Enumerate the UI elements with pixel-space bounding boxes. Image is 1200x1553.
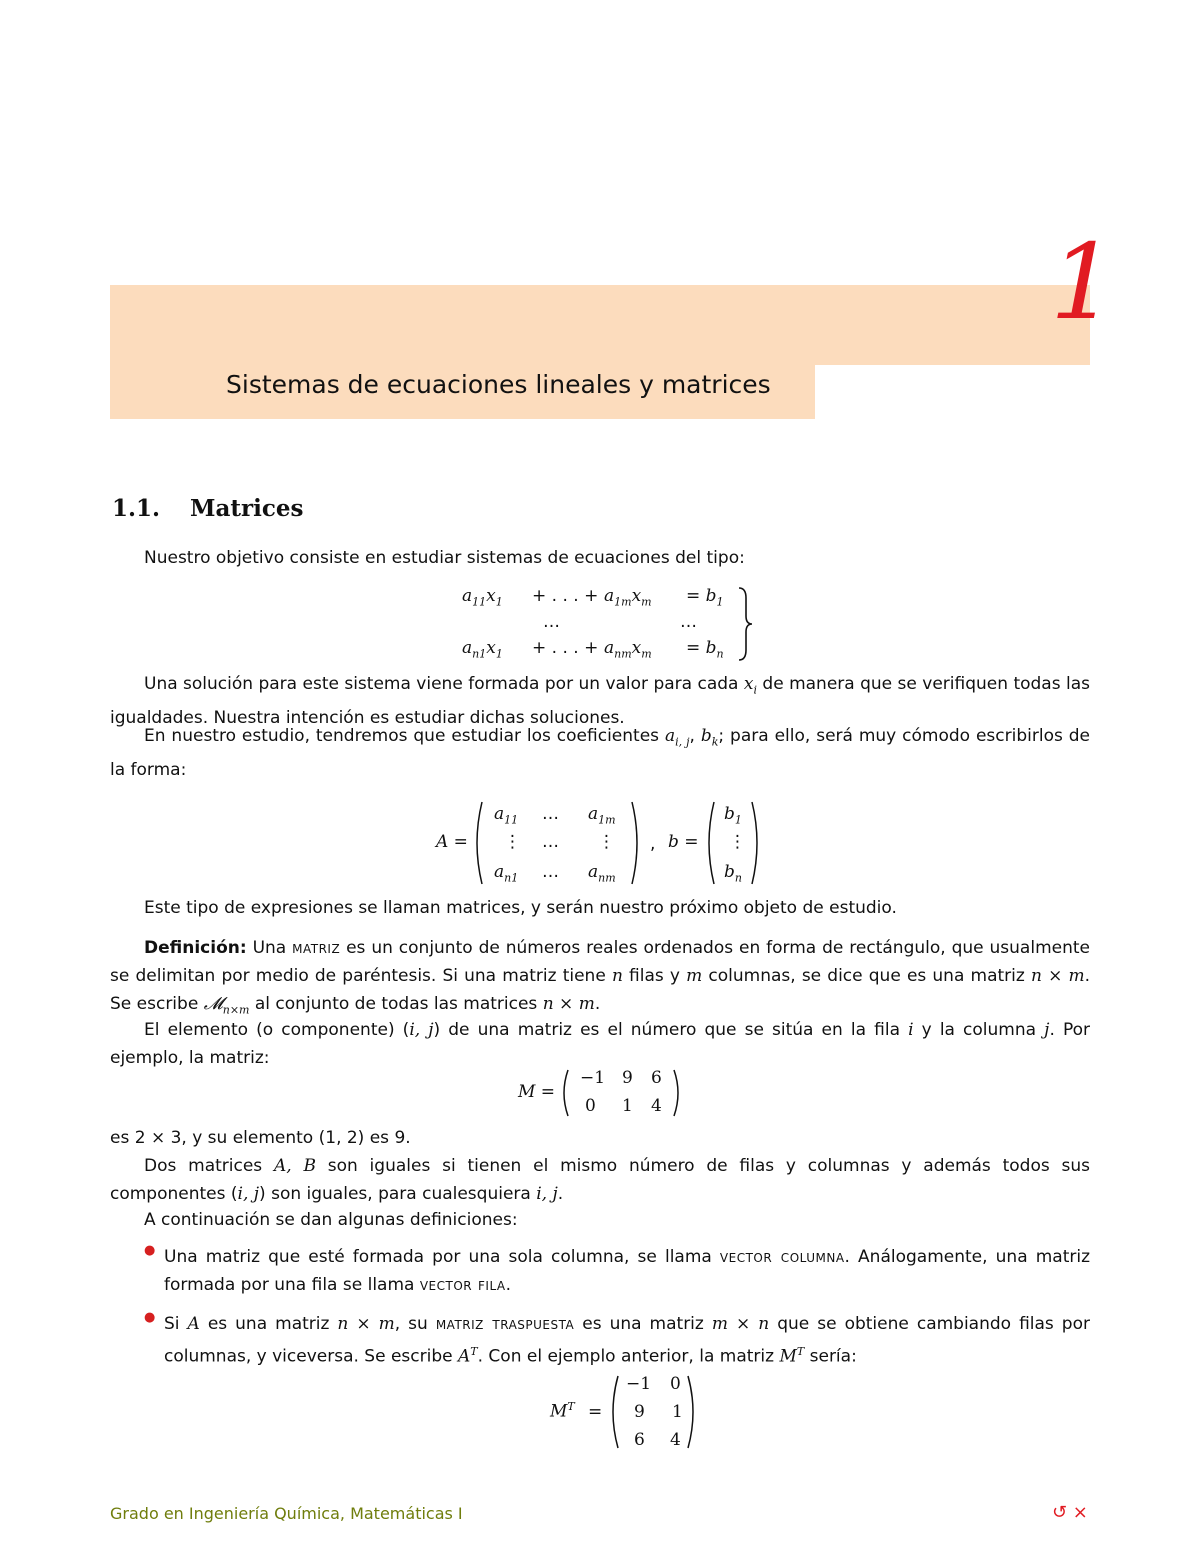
coefficients-text: En nuestro estudio, tendremos que estudiar los coeficientes $a_{i, j}$, $b_k$; para ello, será muy cómodo escribirlos de la forma: <box>110 726 1090 781</box>
vector-b-1: $b_1$ <box>724 804 742 827</box>
right-paren-icon <box>750 800 764 886</box>
matrix-a-nm: $a_{nm}$ <box>588 862 616 885</box>
sys-dots-1: … <box>543 612 560 632</box>
equality-text: Dos matrices A, B son iguales si tienen el mismo número de filas y columnas y además todos sus componentes (i, j) son iguales, para cualesquiera i, j. <box>110 1156 1090 1204</box>
intro-paragraph <box>110 544 1090 572</box>
matrix-mt-22: 1 <box>672 1402 683 1422</box>
sys-r2-plus: + . . . + <box>532 638 599 658</box>
matrix-a-label: A = <box>436 832 468 852</box>
definitions-intro <box>110 1206 1090 1234</box>
chapter-banner <box>110 285 1090 365</box>
matrix-m-22: 1 <box>622 1096 633 1116</box>
bullet-icon: ● <box>144 1243 156 1258</box>
right-paren-icon <box>630 800 644 886</box>
sys-r2-an1: $a_{n1}x_1$ <box>462 638 503 661</box>
matrix-m-13: 6 <box>651 1068 662 1088</box>
vector-b-label: b = <box>668 832 699 852</box>
matrix-a-vdots-1: ⋮ <box>504 832 521 852</box>
matrix-m-11: −1 <box>580 1068 606 1088</box>
matrix-m-label: M = <box>518 1082 556 1102</box>
matrix-a-dots-r2: … <box>542 832 559 852</box>
definition-paragraph <box>110 934 1090 1024</box>
size-paragraph <box>110 1124 1090 1152</box>
solution-text: Una solución para este sistema viene formada por un valor para cada $x_i$ de manera que se verifiquen todas las igualdades. Nuestra intención es estudiar dichas soluciones. <box>110 674 1090 729</box>
matrix-mt-31: 6 <box>634 1430 645 1450</box>
matrix-mt-label: $M^T$ <box>550 1400 575 1422</box>
matrix-a-vdots-2: ⋮ <box>598 832 615 852</box>
matrix-mt-12: 0 <box>670 1374 681 1394</box>
equality-paragraph <box>110 1152 1090 1208</box>
matrix-mt-32: 4 <box>670 1430 681 1450</box>
left-paren-icon <box>702 800 716 886</box>
matrix-mt-11: −1 <box>626 1374 652 1394</box>
footer-right[interactable]: ↺ × <box>1052 1502 1088 1523</box>
section-number: 1.1. <box>112 495 161 522</box>
matrix-a-n1: $a_{n1}$ <box>494 862 519 885</box>
sys-dots-2: … <box>680 612 697 632</box>
bullet-icon: ● <box>144 1310 156 1325</box>
right-paren-icon <box>686 1374 700 1450</box>
matrix-a-dots-r1: … <box>542 804 559 824</box>
list-item <box>144 1243 1090 1299</box>
chapter-number: 1 <box>1050 221 1117 343</box>
right-paren-icon <box>672 1068 684 1118</box>
definitions-intro-text: A continuación se dan algunas definiciones: <box>144 1210 518 1230</box>
definition-text: Definición: Una matriz es un conjunto de números reales ordenados en forma de rectángulo, que usualmente se delimitan por medio de paréntesis. Si una matriz tiene n filas y m columnas, se dice que es una matriz n × m. Se escribe 𝓜$_{n\times m}$ al conjunto de todas las matrices n × m. <box>110 938 1090 1017</box>
size-text: es 2 × 3, y su elemento (1, 2) es 9. <box>110 1128 411 1148</box>
element-text: El elemento (o componente) (i, j) de una matriz es el número que se sitúa en la fila i y la columna j. Por ejemplo, la matriz: <box>110 1020 1090 1068</box>
sys-r1-a1m: $a_{1m}x_m$ <box>604 586 652 609</box>
left-paren-icon <box>470 800 484 886</box>
coefficients-paragraph <box>110 722 1090 784</box>
matrix-m-21: 0 <box>585 1096 596 1116</box>
sys-r1-a11: $a_{11}x_1$ <box>462 586 503 609</box>
matrices-paragraph <box>110 894 1090 922</box>
footer-left: Grado en Ingeniería Química, Matemáticas I <box>110 1504 463 1523</box>
intro-text: Nuestro objetivo consiste en estudiar sistemas de ecuaciones del tipo: <box>144 548 745 568</box>
matrix-m-23: 4 <box>651 1096 662 1116</box>
sys-r1-rhs: = $b_1$ <box>686 586 724 609</box>
matrix-mt-equals: = <box>588 1402 603 1422</box>
matrix-separator: , <box>650 834 656 854</box>
matrix-a-dots-r3: … <box>542 862 559 882</box>
right-brace-icon <box>736 584 756 664</box>
element-paragraph <box>110 1016 1090 1072</box>
matrix-a-11: $a_{11}$ <box>494 804 519 827</box>
bullet-2-text: Si A es una matriz n × m, su matriz traspuesta es una matriz m × n que se obtiene cambiando filas por columnas, y viceversa. Se escribe $A^T$. Con el ejemplo anterior, la matriz $M^T$ sería: <box>164 1314 1090 1367</box>
section-title: Matrices <box>190 495 304 522</box>
matrix-mt-21: 9 <box>634 1402 645 1422</box>
chapter-title: Sistemas de ecuaciones lineales y matrices <box>226 370 771 399</box>
bullet-1-text: Una matriz que esté formada por una sola columna, se llama vector columna. Análogamente, una matriz formada por una fila se llama vector fila. <box>164 1247 1090 1295</box>
sys-r1-plus: + . . . + <box>532 586 599 606</box>
left-paren-icon <box>606 1374 620 1450</box>
matrix-a-1m: $a_{1m}$ <box>588 804 616 827</box>
vector-b-n: $b_n$ <box>724 862 742 885</box>
vector-b-vdots: ⋮ <box>729 832 746 852</box>
sys-r2-anm: $a_{nm}x_m$ <box>604 638 652 661</box>
left-paren-icon <box>558 1068 570 1118</box>
matrices-text: Este tipo de expresiones se llaman matrices, y serán nuestro próximo objeto de estudio. <box>144 898 897 918</box>
sys-r2-rhs: = $b_n$ <box>686 638 724 661</box>
section-heading <box>112 492 303 526</box>
list-item <box>144 1310 1090 1371</box>
matrix-m-12: 9 <box>622 1068 633 1088</box>
